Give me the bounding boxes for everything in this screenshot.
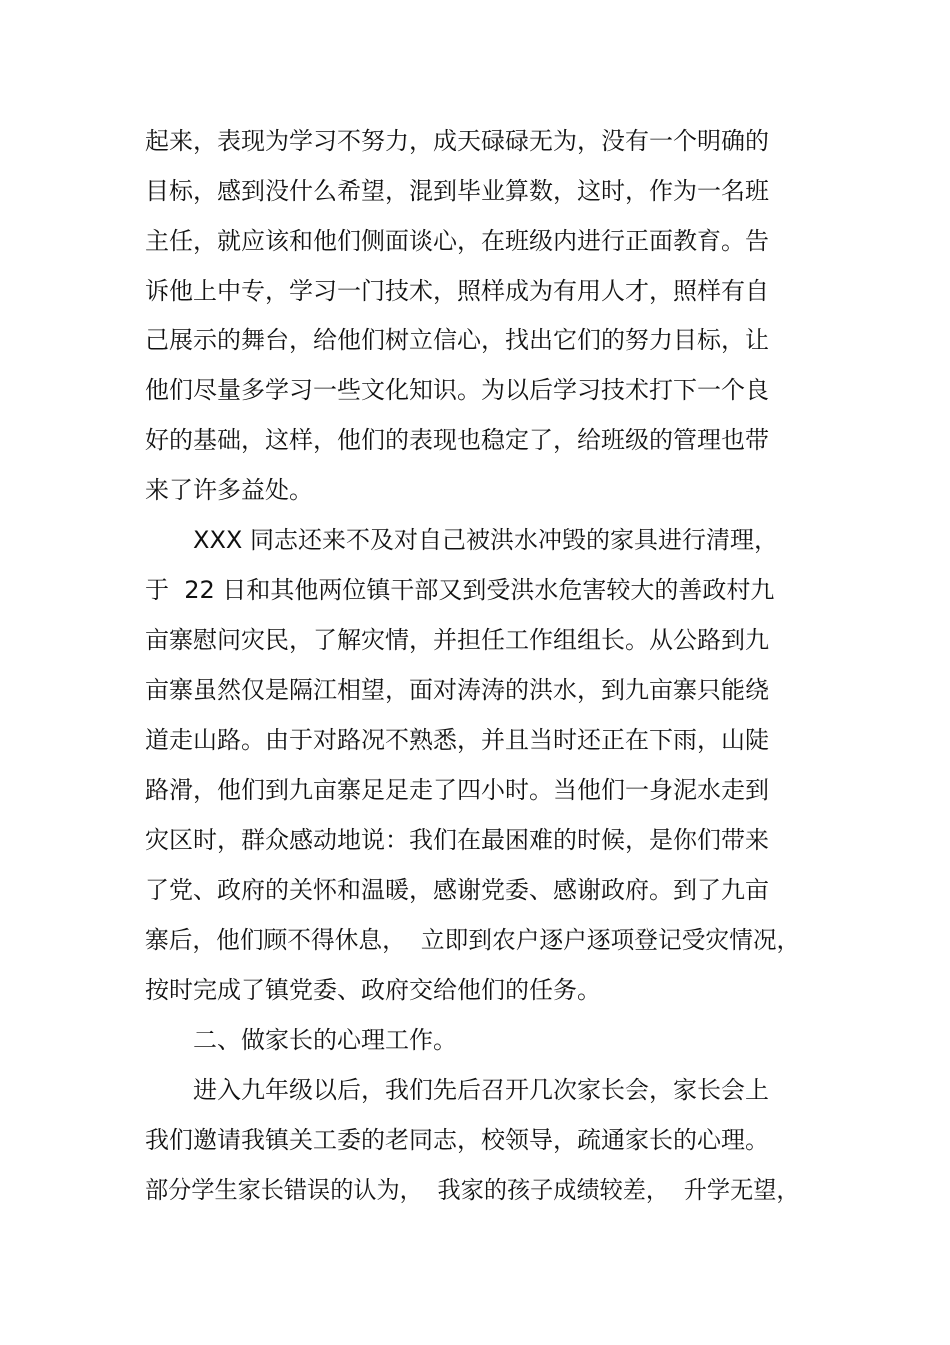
text-line: 诉他上中专，学习一门技术，照样成为有用人才，照样有自 (145, 277, 769, 305)
text-line: 主任，就应该和他们侧面谈心，在班级内进行正面教育。告 (145, 227, 769, 255)
text-line: 他们尽量多学习一些文化知识。为以后学习技术打下一个良 (145, 376, 769, 404)
text-line: 道走山路。由于对路况不熟悉，并且当时还正在下雨，山陡 (145, 726, 769, 754)
paragraph-start-line: XXX 同志还来不及对自己被洪水冲毁的家具进行清理， (193, 526, 778, 554)
text-line: 了党、政府的关怀和温暖，感谢党委、感谢政府。到了九亩 (145, 876, 769, 904)
section-heading: 二、做家长的心理工作。 (193, 1026, 457, 1054)
text-line: 寨后，他们顾不得休息， 立即到农户逐户逐项登记受灾情况， (145, 926, 801, 954)
text-line: 路滑，他们到九亩寨足足走了四小时。当他们一身泥水走到 (145, 776, 769, 804)
text-line: 按时完成了镇党委、政府交给他们的任务。 (145, 976, 601, 1004)
text-line: 好的基础，这样，他们的表现也稳定了，给班级的管理也带 (145, 426, 769, 454)
text-line: 于 22 日和其他两位镇干部又到受洪水危害较大的善政村九 (145, 576, 775, 604)
text-line: 部分学生家长错误的认为， 我家的孩子成绩较差， 升学无望， (145, 1176, 800, 1204)
text-line: 来了许多益处。 (145, 476, 313, 504)
paragraph-start-line: 进入九年级以后，我们先后召开几次家长会，家长会上 (193, 1076, 769, 1104)
text-line: 己展示的舞台，给他们树立信心，找出它们的努力目标，让 (145, 326, 769, 354)
text-line: 灾区时，群众感动地说：我们在最困难的时候，是你们带来 (145, 826, 769, 854)
text-line: 我们邀请我镇关工委的老同志，校领导，疏通家长的心理。 (145, 1126, 769, 1154)
text-line: 亩寨虽然仅是隔江相望，面对涛涛的洪水，到九亩寨只能绕 (145, 676, 769, 704)
text-line: 起来，表现为学习不努力，成天碌碌无为，没有一个明确的 (145, 127, 769, 155)
text-line: 目标，感到没什么希望，混到毕业算数，这时，作为一名班 (145, 177, 769, 205)
text-line: 亩寨慰问灾民，了解灾情，并担任工作组组长。从公路到九 (145, 626, 769, 654)
